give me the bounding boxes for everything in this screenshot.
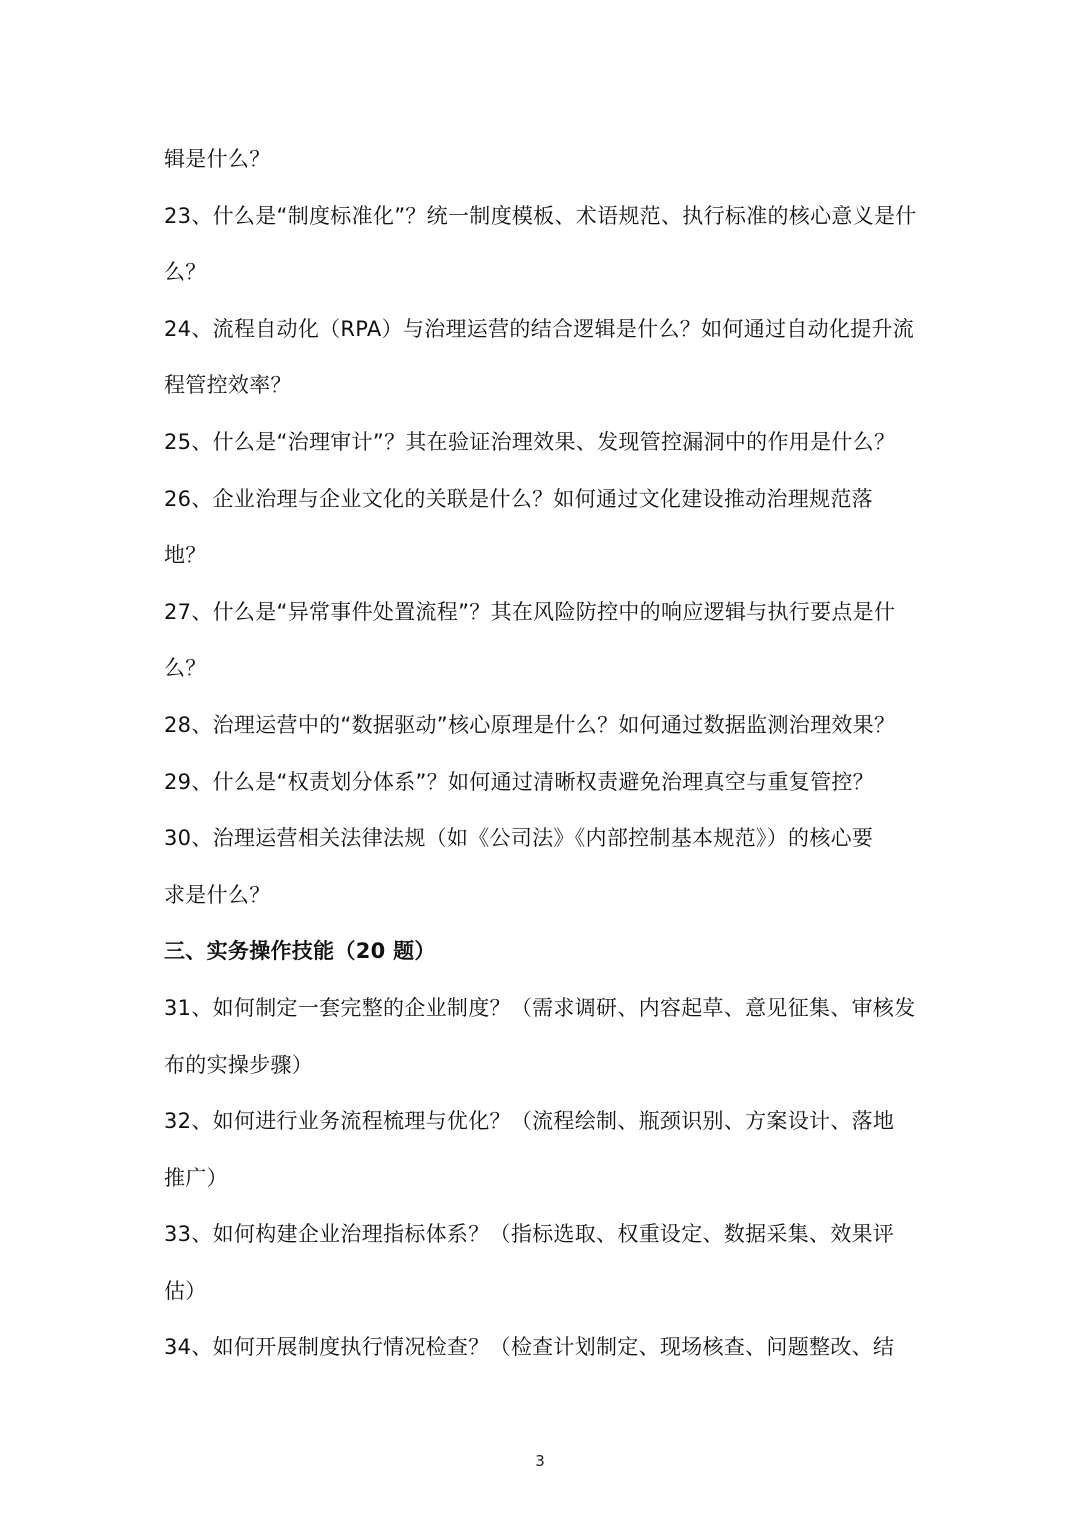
text-line: 估） <box>164 1278 207 1303</box>
text-line: 27、什么是“异常事件处置流程”？其在风险防控中的响应逻辑与执行要点是什 <box>164 599 896 624</box>
section-heading: 三、实务操作技能（20 题） <box>164 939 436 964</box>
text-line: 30、治理运营相关法律法规（如《公司法》《内部控制基本规范》）的核心要 <box>164 826 874 851</box>
text-line: 24、流程自动化（RPA）与治理运营的结合逻辑是什么？如何通过自动化提升流 <box>164 316 915 341</box>
document-body <box>164 131 924 1376</box>
text-line: 34、如何开展制度执行情况检查？（检查计划制定、现场核查、问题整改、结 <box>164 1335 895 1360</box>
text-line: 29、什么是“权责划分体系”？如何通过清晰权责避免治理真空与重复管控？ <box>164 769 874 794</box>
text-line: 程管控效率？ <box>164 373 292 398</box>
text-line: 32、如何进行业务流程梳理与优化？（流程绘制、瓶颈识别、方案设计、落地 <box>164 1109 895 1134</box>
text-line: 26、企业治理与企业文化的关联是什么？如何通过文化建设推动治理规范落 <box>164 486 873 511</box>
text-line: 辑是什么？ <box>164 147 271 171</box>
text-line: 布的实操步骤） <box>164 1052 314 1077</box>
text-line: 25、什么是“治理审计”？其在验证治理效果、发现管控漏洞中的作用是什么？ <box>164 429 896 454</box>
text-line: 么？ <box>164 260 207 285</box>
page-number: 3 <box>535 1452 545 1470</box>
text-line: 31、如何制定一套完整的企业制度？（需求调研、内容起草、意见征集、审核发 <box>164 995 916 1020</box>
text-line: 23、什么是“制度标准化”？统一制度模板、术语规范、执行标准的核心意义是什 <box>164 203 917 228</box>
text-line: 推广） <box>164 1165 228 1190</box>
text-line: 28、治理运营中的“数据驱动”核心原理是什么？如何通过数据监测治理效果？ <box>164 712 896 737</box>
text-line: 么？ <box>164 656 207 681</box>
text-line: 33、如何构建企业治理指标体系？（指标选取、权重设定、数据采集、效果评 <box>164 1222 895 1247</box>
text-line: 地？ <box>164 543 207 568</box>
text-line: 求是什么？ <box>164 882 271 907</box>
